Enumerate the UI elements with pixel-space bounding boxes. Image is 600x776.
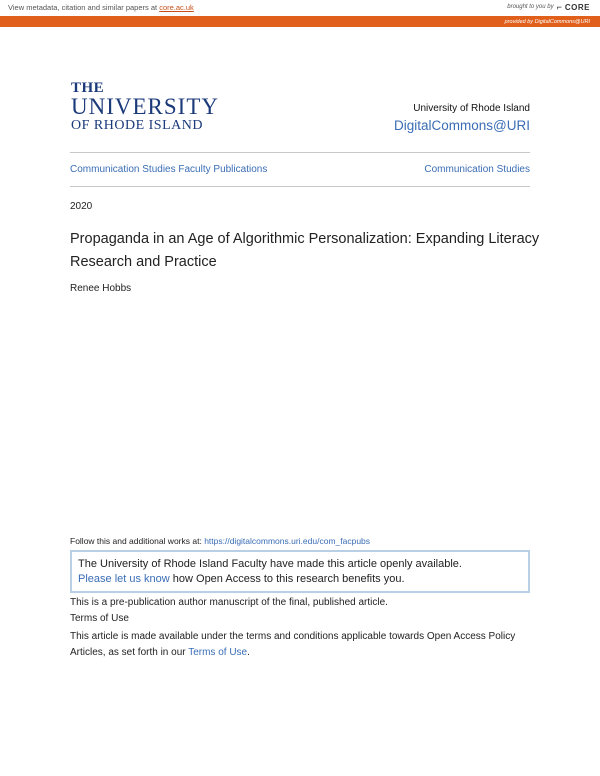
core-link[interactable]: core.ac.uk — [159, 3, 194, 12]
department-link[interactable]: Communication Studies — [424, 164, 530, 175]
collection-link[interactable]: Communication Studies Faculty Publications — [70, 164, 268, 175]
follow-line — [70, 536, 370, 546]
manuscript-note: This is a pre-publication author manuscript of the final, published article. — [70, 597, 388, 608]
institution-name: University of Rhode Island — [413, 103, 530, 114]
divider-top — [70, 152, 530, 153]
feedback-link[interactable]: Please let us know — [78, 573, 170, 585]
article-title: Propaganda in an Age of Algorithmic Personalization: Expanding Literacy Research and Practice — [70, 231, 540, 270]
publication-year: 2020 — [70, 201, 93, 212]
follow-url-link[interactable]: https://digitalcommons.uri.edu/com_facpubs — [204, 536, 371, 546]
logo-line-the: THE — [71, 80, 105, 96]
open-access-statement: The University of Rhode Island Faculty have made this article openly available. — [78, 558, 462, 570]
brought-by-text: brought to you by — [507, 4, 554, 10]
core-brand-name[interactable]: CORE — [564, 2, 590, 12]
core-banner — [0, 0, 600, 18]
terms-body-text: This article is made available under the terms and conditions applicable towards Open Access Policy Articles, as set forth in our — [70, 631, 516, 658]
terms-body — [70, 629, 535, 661]
logo-line-rhode-island: OF RHODE ISLAND — [71, 118, 203, 133]
provided-by-text[interactable]: provided by DigitalCommons@URI — [504, 19, 590, 25]
open-access-box — [70, 550, 530, 593]
terms-end: . — [247, 647, 250, 658]
logo-line-university: UNIVERSITY — [71, 94, 219, 119]
terms-of-use-link[interactable]: Terms of Use — [188, 647, 248, 658]
follow-prefix: Follow this and additional works at: — [70, 536, 205, 546]
core-metadata-text: View metadata, citation and similar papers at core.ac.uk — [8, 3, 194, 12]
divider-bottom — [70, 186, 530, 187]
core-brand-block — [507, 2, 590, 12]
feedback-text: how Open Access to this research benefits you. — [169, 573, 405, 585]
repository-header — [394, 103, 530, 133]
core-logo-icon: ⌐ — [556, 2, 562, 12]
repository-link[interactable]: DigitalCommons@URI — [394, 118, 530, 133]
terms-heading: Terms of Use — [70, 613, 129, 624]
open-access-feedback — [78, 572, 522, 587]
university-logo — [71, 80, 219, 134]
provided-by-bar — [0, 18, 600, 27]
article-author: Renee Hobbs — [70, 283, 132, 294]
